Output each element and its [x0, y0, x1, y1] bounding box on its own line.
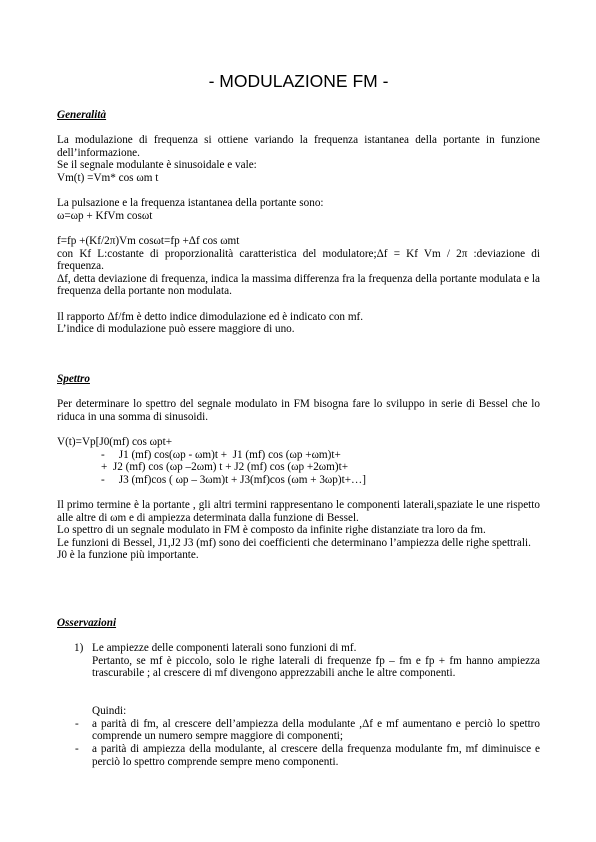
- bessel-equation-line: - J3 (mf)cos ( ωp – 3ωm)t + J3(mf)cos (ωm + 3ωp)t+…]: [101, 473, 366, 486]
- paragraph: a parità di fm, al crescere dell’ampiezza della modulante ,Δf e mf aumentano e perciò lo spettro comprende un numero sempre maggiore di componenti;: [92, 717, 540, 743]
- paragraph: con Kf L:costante di proporzionalità caratteristica del modulatore;Δf = Kf Vm / 2π :deviazione di frequenza.: [57, 247, 540, 273]
- heading-osservazioni: Osservazioni: [57, 617, 117, 629]
- paragraph: Il rapporto Δf/fm è detto indice dimodulazione ed è indicato con mf.: [57, 310, 364, 323]
- page-title: - MODULAZIONE FM -: [208, 71, 389, 91]
- formula: ω=ωp + KfVm cosωt: [57, 209, 153, 222]
- bessel-equation-line: + J2 (mf) cos (ωp –2ωm) t + J2 (mf) cos (ωp +2ωm)t+: [101, 461, 349, 474]
- paragraph: Lo spettro di un segnale modulato in FM è composto da infinite righe distanziate tra loro da fm.: [57, 524, 486, 537]
- paragraph: L’indice di modulazione può essere maggiore di uno.: [57, 323, 295, 336]
- formula: f=fp +(Kf/2π)Vm cosωt=fp +Δf cos ωmt: [57, 234, 240, 247]
- list-item: [57, 642, 540, 680]
- paragraph: Se il segnale modulante è sinusoidale e vale:: [57, 159, 257, 172]
- bessel-equation-line: - J1 (mf) cos(ωp - ωm)t + J1 (mf) cos (ωp +ωm)t+: [101, 448, 341, 461]
- paragraph: Quindi:: [92, 705, 127, 718]
- paragraph: Δf, detta deviazione di frequenza, indica la massima differenza fra la frequenza della portante modulata e la frequenza della portante non modulata.: [57, 272, 540, 298]
- section-osservazioni: [57, 617, 540, 768]
- dash-bullet: -: [75, 717, 79, 730]
- section-generalita: [57, 109, 540, 336]
- paragraph: Per determinare lo spettro del segnale modulato in FM bisogna fare lo sviluppo in serie di Bessel che lo riduca in una somma di sinusoidi.: [57, 398, 540, 423]
- paragraph: La modulazione di frequenza si ottiene variando la frequenza istantanea della portante in funzione dell’informazione.: [57, 134, 540, 159]
- paragraph: Le ampiezze delle componenti laterali sono funzioni di mf.: [92, 642, 357, 655]
- paragraph: a parità di ampiezza della modulante, al crescere della frequenza modulante fm, mf diminuisce e perciò lo spettro comprende sempre meno componenti.: [92, 742, 540, 768]
- list-item: [57, 743, 540, 768]
- paragraph: Il primo termine è la portante , gli altri termini rappresentano le componenti laterali,spaziate le une rispetto alle altre di ωm e di ampiezza determinata dalla funzione di Bessel.: [57, 498, 540, 524]
- paragraph: La pulsazione e la frequenza istantanea della portante sono:: [57, 197, 324, 210]
- formula: Vm(t) =Vm* cos ωm t: [57, 171, 159, 184]
- heading-spettro: Spettro: [57, 373, 90, 385]
- paragraph: Pertanto, se mf è piccolo, solo le righe laterali di frequenze fp – fm e fp + fm hanno ampiezza trascurabile ; al crescere di mf divengono apprezzabili anche le altre componenti.: [92, 654, 540, 680]
- section-spettro: [57, 373, 540, 562]
- quindi-label: [57, 705, 540, 718]
- list-item: [57, 718, 540, 743]
- paragraph: Le funzioni di Bessel, J1,J2 J3 (mf) sono dei coefficienti che determinano l’ampiezza delle righe spettrali.: [57, 536, 531, 549]
- heading-generalita: Generalità: [57, 109, 107, 121]
- dash-bullet: -: [75, 742, 79, 755]
- bessel-equation-line: V(t)=Vp[J0(mf) cos ωpt+: [57, 435, 173, 448]
- paragraph: J0 è la funzione più importante.: [57, 549, 199, 562]
- list-number: 1): [74, 642, 84, 655]
